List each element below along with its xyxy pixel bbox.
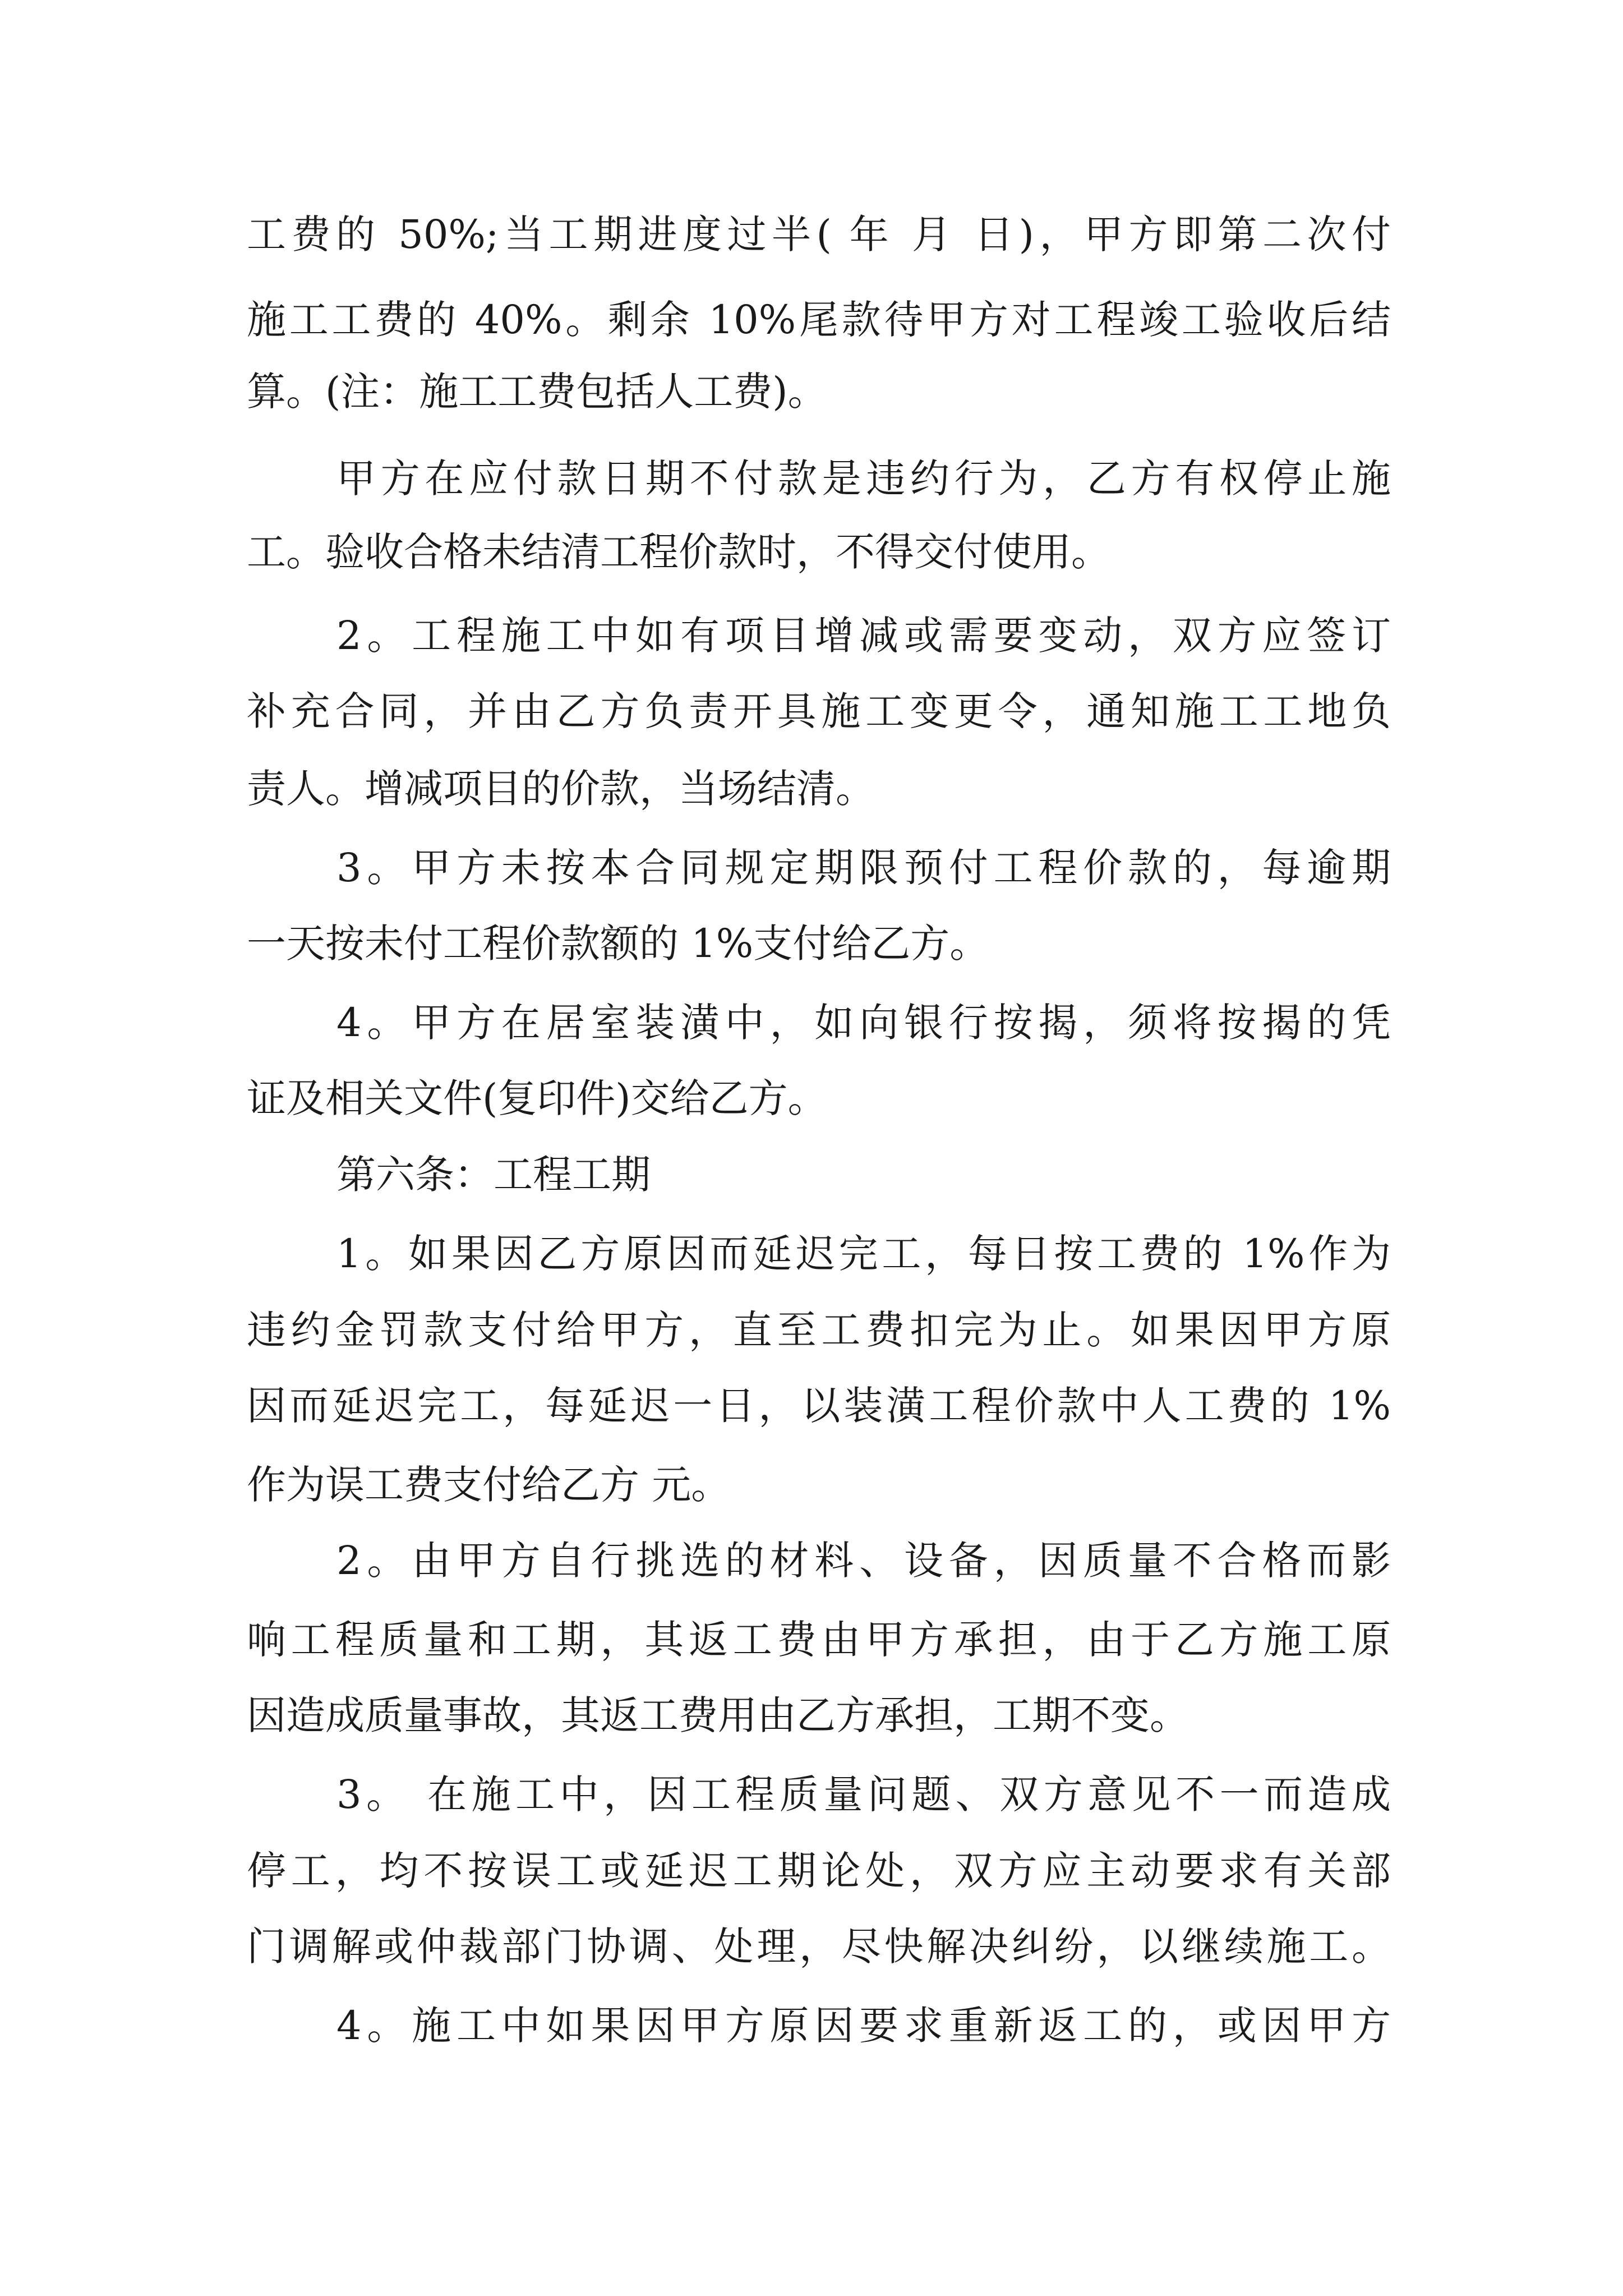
text-line-5: 工。验收合格未结清工程价款时，不得交付使用。 [247, 529, 1110, 575]
text-line-10: 一天按未付工程价款额的 1%支付给乙方。 [247, 921, 989, 967]
text-line-12: 证及相关文件(复印件)交给乙方。 [247, 1075, 827, 1121]
text-line-1: 工费的 50%;当工期进度过半( 年 月 日)，甲方即第二次付 [247, 211, 1391, 257]
text-line-3: 算。(注：施工工费包括人工费)。 [247, 369, 827, 415]
text-line-11: 4。甲方在居室装潢中，如向银行按揭，须将按揭的凭 [336, 1000, 1391, 1046]
text-line-22: 停工，均不按误工或延迟工期论处，双方应主动要求有关部 [247, 1848, 1391, 1894]
text-line-21: 3。 在施工中，因工程质量问题、双方意见不一而造成 [336, 1772, 1391, 1818]
text-line-24: 4。施工中如果因甲方原因要求重新返工的，或因甲方 [336, 2003, 1391, 2049]
text-line-6: 2。工程施工中如有项目增减或需要变动，双方应签订 [336, 613, 1391, 659]
text-line-17: 作为误工费支付给乙方 元。 [247, 1462, 731, 1508]
text-line-7: 补充合同，并由乙方负责开具施工变更令，通知施工工地负 [247, 688, 1391, 734]
text-line-9: 3。甲方未按本合同规定期限预付工程价款的，每逾期 [336, 845, 1391, 891]
text-line-23: 门调解或仲裁部门协调、处理，尽快解决纠纷，以继续施工。 [247, 1924, 1391, 1970]
text-line-16: 因而延迟完工，每延迟一日，以装潢工程价款中人工费的 1% [247, 1383, 1391, 1429]
text-line-18: 2。由甲方自行挑选的材料、设备，因质量不合格而影 [336, 1538, 1391, 1584]
text-line-19: 响工程质量和工期，其返工费由甲方承担，由于乙方施工原 [247, 1617, 1391, 1663]
text-line-14: 1。如果因乙方原因而延迟完工，每日按工费的 1%作为 [336, 1231, 1391, 1277]
section-heading: 第六条：工程工期 [336, 1152, 651, 1198]
text-line-4: 甲方在应付款日期不付款是违约行为，乙方有权停止施 [336, 455, 1391, 501]
text-line-15: 违约金罚款支付给甲方，直至工费扣完为止。如果因甲方原 [247, 1307, 1391, 1353]
text-line-8: 责人。增减项目的价款，当场结清。 [247, 766, 875, 812]
text-line-2: 施工工费的 40%。剩余 10%尾款待甲方对工程竣工验收后结 [247, 297, 1391, 343]
text-line-20: 因造成质量事故，其返工费用由乙方承担，工期不变。 [247, 1692, 1189, 1738]
